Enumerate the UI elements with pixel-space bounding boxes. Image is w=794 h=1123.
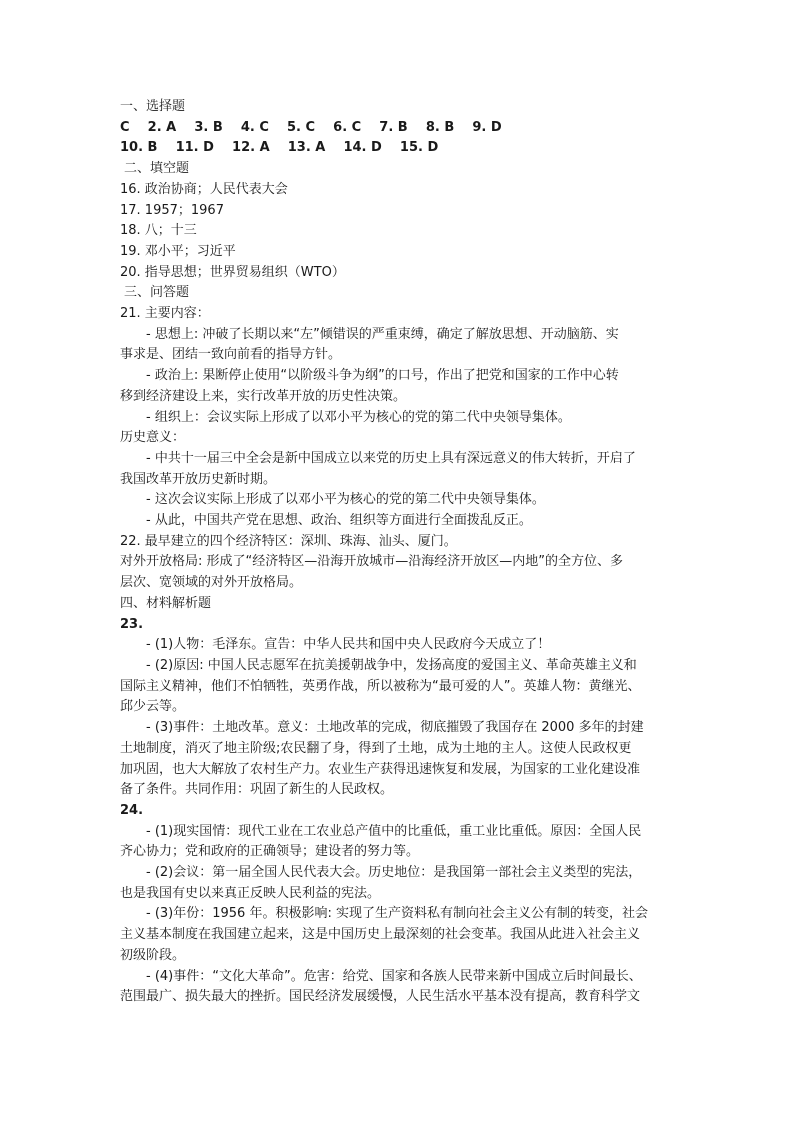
q21-label: 21. 主要内容： <box>120 306 210 322</box>
fill-answer-16: 16. 政治协商；人民代表大会 <box>120 181 288 197</box>
section-choice-heading: 一、选择题 <box>120 99 186 114</box>
q24-line: - (1)现实国情：现代工业在工农业总产值中的比重低，重工业比重低。原因：全国人民 <box>146 823 642 839</box>
q21-line: 事求是、团结一致向前看的指导方针。 <box>120 347 342 363</box>
q21-line: - 思想上: 冲破了长期以来“左”倾错误的严重束缚，确定了解放思想、开动脑筋、实 <box>146 326 619 342</box>
section-fill-heading: 二、填空题 <box>124 161 190 177</box>
q21-significance-label: 历史意义： <box>120 430 186 446</box>
q21-significance-line: - 这次会议实际上形成了以邓小平为核心的党的第二代中央领导集体。 <box>146 492 545 508</box>
q23-line: 国际主义精神，他们不怕牺牲，英勇作战，所以被称为“最可爱的人”。英雄人物：黄继光、 <box>120 678 641 694</box>
q23-line: 加巩固，也大大解放了农村生产力。农业生产获得迅速恢复和发展，为国家的工业化建设准 <box>120 761 641 777</box>
q21-line: 移到经济建设上来，实行改革开放的历史性决策。 <box>120 388 407 404</box>
q21-significance-line: - 中共十一届三中全会是新中国成立以来党的历史上具有深远意义的伟大转折，开启了 <box>146 450 636 466</box>
q24-line: - (3)年份：1956 年。积极影响: 实现了生产资料私有制向社会主义公有制的转变，社会 <box>146 906 648 922</box>
choice-answers-row-2: 10. B 11. D 12. A 13. A 14. D 15. D <box>120 140 439 156</box>
q22-line: 对外开放格局: 形成了“经济特区—沿海开放城市—沿海经济开放区—内地”的全方位、多 <box>120 554 623 570</box>
q23-line: - (1)人物：毛泽东。宣告：中华人民共和国中央人民政府今天成立了！ <box>146 637 551 653</box>
q24-line: - (4)事件：“文化大革命”。危害：给党、国家和各族人民带来新中国成立后时间最长、 <box>146 968 642 984</box>
fill-answer-19: 19. 邓小平；习近平 <box>120 243 236 259</box>
q22-line: 22. 最早建立的四个经济特区：深圳、珠海、汕头、厦门。 <box>120 533 457 549</box>
q23-line: 土地制度，消灭了地主阶级;农民翻了身，得到了土地，成为土地的主人。这使人民政权更 <box>120 740 632 756</box>
q23-line: - (3)事件：土地改革。意义：土地改革的完成，彻底摧毁了我国存在 2000 多年的封建 <box>146 720 644 736</box>
q23-label: 23. <box>120 616 144 632</box>
section-material-heading: 四、材料解析题 <box>120 595 212 611</box>
section-qa-heading: 三、问答题 <box>124 285 190 301</box>
q23-line: - (2)原因: 中国人民志愿军在抗美援朝战争中，发扬高度的爱国主义、革命英雄主义和 <box>146 657 637 673</box>
q24-line: - (2)会议：第一届全国人民代表大会。历史地位：是我国第一部社会主义类型的宪法， <box>146 865 642 881</box>
q23-line: 备了条件。共同作用：巩固了新生的人民政权。 <box>120 782 394 798</box>
q24-line: 主义基本制度在我国建立起来，这是中国历史上最深刻的社会变革。我国从此进入社会主义 <box>120 927 641 943</box>
q21-significance-line: 我国改革开放历史新时期。 <box>120 471 277 487</box>
fill-answer-18: 18. 八；十三 <box>120 223 197 239</box>
q21-line: - 政治上: 果断停止使用“以阶级斗争为纲”的口号，作出了把党和国家的工作中心转 <box>146 368 619 384</box>
fill-answer-17: 17. 1957；1967 <box>120 202 224 218</box>
answer-content <box>120 97 680 1008</box>
q24-label: 24. <box>120 802 144 818</box>
q23-line: 邱少云等。 <box>120 699 186 715</box>
choice-answers-row-1: C 2. A 3. B 4. C 5. C 6. C 7. B 8. B 9. D <box>120 119 502 135</box>
q24-line: 齐心协力；党和政府的正确领导；建设者的努力等。 <box>120 844 420 860</box>
q21-significance-line: - 从此，中国共产党在思想、政治、组织等方面进行全面拨乱反正。 <box>146 513 532 529</box>
q22-line: 层次、宽领域的对外开放格局。 <box>120 575 303 591</box>
q24-line: 范围最广、损失最大的挫折。国民经济发展缓慢，人民生活水平基本没有提高，教育科学文 <box>120 989 641 1005</box>
fill-answer-20: 20. 指导思想；世界贸易组织（WTO） <box>120 264 345 280</box>
q21-line: - 组织上：会议实际上形成了以邓小平为核心的党的第二代中央领导集体。 <box>146 409 571 425</box>
q24-line: 初级阶段。 <box>120 947 186 963</box>
q24-line: 也是我国有史以来真正反映人民利益的宪法。 <box>120 885 381 901</box>
